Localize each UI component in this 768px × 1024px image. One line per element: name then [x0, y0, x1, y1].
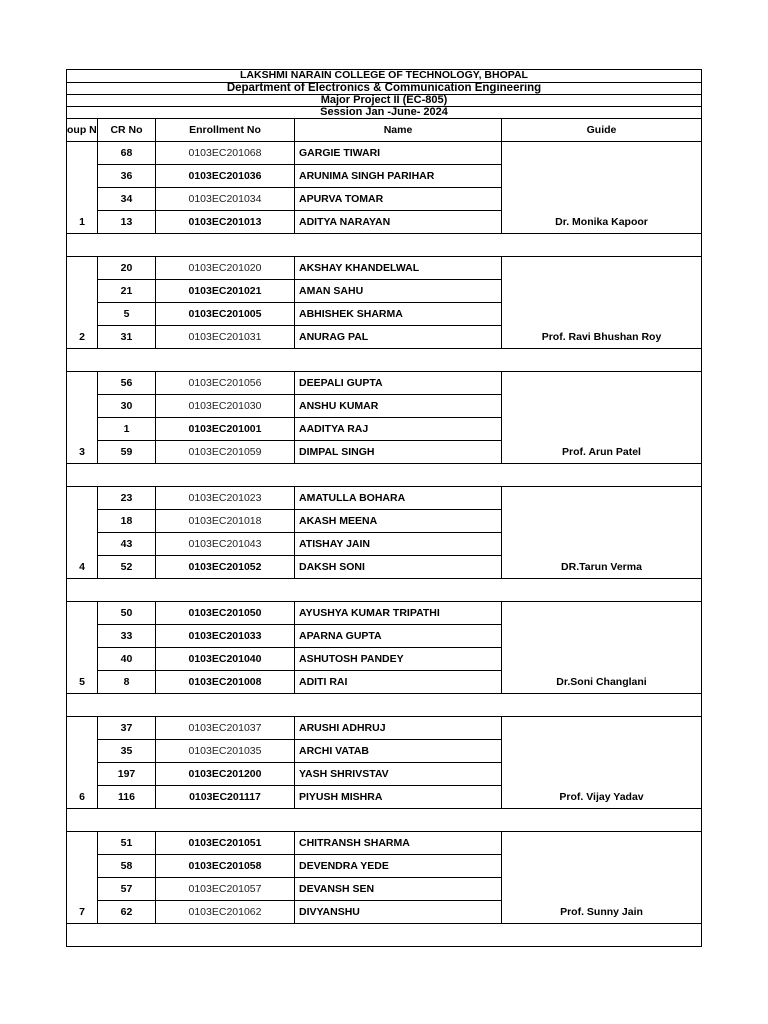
student-name-cell: ADITI RAI [295, 671, 502, 694]
guide-cell [502, 740, 702, 763]
student-name-cell: AYUSHYA KUMAR TRIPATHI [295, 602, 502, 625]
guide-cell [502, 648, 702, 671]
enrollment-number-cell: 0103EC201031 [156, 326, 295, 349]
document-sheet [66, 69, 702, 947]
table-row [67, 625, 702, 648]
student-name-cell: ATISHAY JAIN [295, 533, 502, 556]
table-row [67, 211, 702, 234]
table-row [67, 257, 702, 280]
group-separator-cell [67, 694, 702, 717]
table-row [67, 372, 702, 395]
group-number-cell [67, 165, 98, 188]
cr-number-cell: 56 [98, 372, 156, 395]
group-separator-row [67, 694, 702, 717]
guide-cell [502, 395, 702, 418]
college-name: LAKSHMI NARAIN COLLEGE OF TECHNOLOGY, BHOPAL [67, 70, 701, 83]
enrollment-number-cell: 0103EC201034 [156, 188, 295, 211]
cr-number-cell: 62 [98, 901, 156, 924]
enrollment-number-cell: 0103EC201033 [156, 625, 295, 648]
guide-cell: Prof. Arun Patel [502, 441, 702, 464]
group-number-cell [67, 280, 98, 303]
table-row [67, 303, 702, 326]
enrollment-number-cell: 0103EC201036 [156, 165, 295, 188]
table-row [67, 786, 702, 809]
guide-cell [502, 763, 702, 786]
table-row [67, 602, 702, 625]
cr-number-cell: 58 [98, 855, 156, 878]
cr-number-cell: 52 [98, 556, 156, 579]
group-number-cell [67, 188, 98, 211]
enrollment-number-cell: 0103EC201035 [156, 740, 295, 763]
column-header-enrollment: Enrollment No [156, 119, 295, 142]
group-number-cell [67, 510, 98, 533]
group-number-cell [67, 855, 98, 878]
cr-number-cell: 31 [98, 326, 156, 349]
group-separator-row [67, 579, 702, 602]
group-separator-row [67, 464, 702, 487]
group-number-cell [67, 395, 98, 418]
group-number-cell [67, 878, 98, 901]
group-number-cell: 2 [67, 326, 98, 349]
cr-number-cell: 8 [98, 671, 156, 694]
group-number-cell [67, 602, 98, 625]
guide-cell [502, 142, 702, 165]
cr-number-cell: 34 [98, 188, 156, 211]
student-name-cell: DEVANSH SEN [295, 878, 502, 901]
table-row [67, 648, 702, 671]
enrollment-number-cell: 0103EC201001 [156, 418, 295, 441]
group-number-cell [67, 832, 98, 855]
enrollment-number-cell: 0103EC201058 [156, 855, 295, 878]
student-name-cell: ASHUTOSH PANDEY [295, 648, 502, 671]
student-name-cell: ADITYA NARAYAN [295, 211, 502, 234]
guide-cell [502, 878, 702, 901]
guide-cell [502, 303, 702, 326]
table-row [67, 878, 702, 901]
guide-cell [502, 165, 702, 188]
group-separator-cell [67, 924, 702, 947]
group-number-cell [67, 487, 98, 510]
table-row [67, 165, 702, 188]
column-header-row [67, 119, 702, 142]
guide-cell: DR.Tarun Verma [502, 556, 702, 579]
enrollment-number-cell: 0103EC201052 [156, 556, 295, 579]
group-separator-cell [67, 464, 702, 487]
group-separator-cell [67, 349, 702, 372]
guide-cell: Prof. Sunny Jain [502, 901, 702, 924]
student-name-cell: GARGIE TIWARI [295, 142, 502, 165]
column-header-group: oup N [67, 119, 98, 142]
table-row [67, 487, 702, 510]
enrollment-number-cell: 0103EC201008 [156, 671, 295, 694]
cr-number-cell: 59 [98, 441, 156, 464]
cr-number-cell: 197 [98, 763, 156, 786]
guide-cell [502, 510, 702, 533]
guide-cell [502, 372, 702, 395]
cr-number-cell: 13 [98, 211, 156, 234]
student-name-cell: ANURAG PAL [295, 326, 502, 349]
group-separator-row [67, 809, 702, 832]
cr-number-cell: 116 [98, 786, 156, 809]
student-name-cell: ARUNIMA SINGH PARIHAR [295, 165, 502, 188]
guide-cell [502, 855, 702, 878]
group-number-cell: 5 [67, 671, 98, 694]
enrollment-number-cell: 0103EC201030 [156, 395, 295, 418]
enrollment-number-cell: 0103EC201020 [156, 257, 295, 280]
group-number-cell [67, 418, 98, 441]
enrollment-number-cell: 0103EC201050 [156, 602, 295, 625]
cr-number-cell: 43 [98, 533, 156, 556]
guide-cell: Prof. Ravi Bhushan Roy [502, 326, 702, 349]
group-number-cell [67, 303, 98, 326]
student-name-cell: ANSHU KUMAR [295, 395, 502, 418]
enrollment-number-cell: 0103EC201018 [156, 510, 295, 533]
group-number-cell [67, 717, 98, 740]
student-name-cell: AADITYA RAJ [295, 418, 502, 441]
guide-cell [502, 188, 702, 211]
table-row [67, 280, 702, 303]
group-separator-cell [67, 809, 702, 832]
group-number-cell [67, 257, 98, 280]
group-number-cell [67, 740, 98, 763]
guide-cell [502, 602, 702, 625]
group-separator-cell [67, 234, 702, 257]
column-header-name: Name [295, 119, 502, 142]
enrollment-number-cell: 0103EC201005 [156, 303, 295, 326]
enrollment-number-cell: 0103EC201200 [156, 763, 295, 786]
enrollment-number-cell: 0103EC201021 [156, 280, 295, 303]
guide-cell [502, 487, 702, 510]
guide-cell [502, 280, 702, 303]
student-name-cell: CHITRANSH SHARMA [295, 832, 502, 855]
student-name-cell: DAKSH SONI [295, 556, 502, 579]
table-row [67, 188, 702, 211]
enrollment-number-cell: 0103EC201062 [156, 901, 295, 924]
guide-cell [502, 533, 702, 556]
cr-number-cell: 35 [98, 740, 156, 763]
enrollment-number-cell: 0103EC201051 [156, 832, 295, 855]
session-title: Session Jan -June- 2024 [320, 107, 448, 118]
enrollment-number-cell: 0103EC201043 [156, 533, 295, 556]
enrollment-number-cell: 0103EC201056 [156, 372, 295, 395]
table-row [67, 740, 702, 763]
group-number-cell: 6 [67, 786, 98, 809]
cr-number-cell: 1 [98, 418, 156, 441]
student-name-cell: DEEPALI GUPTA [295, 372, 502, 395]
student-name-cell: AMATULLA BOHARA [295, 487, 502, 510]
column-header-cr: CR No [98, 119, 156, 142]
guide-cell [502, 418, 702, 441]
student-name-cell: AMAN SAHU [295, 280, 502, 303]
student-name-cell: AKASH MEENA [295, 510, 502, 533]
guide-cell: Dr. Monika Kapoor [502, 211, 702, 234]
group-separator-row [67, 349, 702, 372]
table-row [67, 326, 702, 349]
group-separator-cell [67, 579, 702, 602]
student-name-cell: APARNA GUPTA [295, 625, 502, 648]
cr-number-cell: 33 [98, 625, 156, 648]
group-number-cell [67, 372, 98, 395]
cr-number-cell: 50 [98, 602, 156, 625]
student-name-cell: PIYUSH MISHRA [295, 786, 502, 809]
group-number-cell [67, 142, 98, 165]
cr-number-cell: 23 [98, 487, 156, 510]
project-group-table [66, 119, 702, 947]
guide-cell [502, 257, 702, 280]
group-number-cell [67, 648, 98, 671]
cr-number-cell: 21 [98, 280, 156, 303]
group-number-cell [67, 533, 98, 556]
column-header-guide: Guide [502, 119, 702, 142]
student-name-cell: APURVA TOMAR [295, 188, 502, 211]
group-number-cell: 7 [67, 901, 98, 924]
department-name: Department of Electronics & Communication Engineering [67, 83, 701, 95]
table-row [67, 855, 702, 878]
table-row [67, 763, 702, 786]
student-name-cell: ABHISHEK SHARMA [295, 303, 502, 326]
cr-number-cell: 20 [98, 257, 156, 280]
table-row [67, 142, 702, 165]
enrollment-number-cell: 0103EC201117 [156, 786, 295, 809]
document-header [66, 69, 702, 119]
student-name-cell: DIMPAL SINGH [295, 441, 502, 464]
group-number-cell [67, 763, 98, 786]
table-row [67, 395, 702, 418]
cr-number-cell: 51 [98, 832, 156, 855]
guide-cell [502, 717, 702, 740]
table-row [67, 441, 702, 464]
enrollment-number-cell: 0103EC201059 [156, 441, 295, 464]
enrollment-number-cell: 0103EC201068 [156, 142, 295, 165]
group-number-cell: 4 [67, 556, 98, 579]
cr-number-cell: 18 [98, 510, 156, 533]
student-name-cell: YASH SHRIVSTAV [295, 763, 502, 786]
enrollment-number-cell: 0103EC201057 [156, 878, 295, 901]
table-row [67, 510, 702, 533]
guide-cell [502, 832, 702, 855]
student-name-cell: ARUSHI ADHRUJ [295, 717, 502, 740]
enrollment-number-cell: 0103EC201013 [156, 211, 295, 234]
group-number-cell: 1 [67, 211, 98, 234]
cr-number-cell: 30 [98, 395, 156, 418]
student-name-cell: DEVENDRA YEDE [295, 855, 502, 878]
enrollment-number-cell: 0103EC201037 [156, 717, 295, 740]
group-number-cell: 3 [67, 441, 98, 464]
table-row [67, 418, 702, 441]
group-separator-row [67, 234, 702, 257]
group-separator-row [67, 924, 702, 947]
cr-number-cell: 37 [98, 717, 156, 740]
group-number-cell [67, 625, 98, 648]
enrollment-number-cell: 0103EC201023 [156, 487, 295, 510]
guide-cell: Dr.Soni Changlani [502, 671, 702, 694]
guide-cell [502, 625, 702, 648]
guide-cell: Prof. Vijay Yadav [502, 786, 702, 809]
table-row [67, 671, 702, 694]
cr-number-cell: 40 [98, 648, 156, 671]
table-row [67, 533, 702, 556]
student-name-cell: AKSHAY KHANDELWAL [295, 257, 502, 280]
cr-number-cell: 5 [98, 303, 156, 326]
table-row [67, 901, 702, 924]
enrollment-number-cell: 0103EC201040 [156, 648, 295, 671]
table-row [67, 832, 702, 855]
cr-number-cell: 68 [98, 142, 156, 165]
cr-number-cell: 57 [98, 878, 156, 901]
student-name-cell: ARCHI VATAB [295, 740, 502, 763]
table-row [67, 717, 702, 740]
course-title: Major Project II (EC-805) [67, 95, 701, 107]
student-name-cell: DIVYANSHU [295, 901, 502, 924]
table-row [67, 556, 702, 579]
cr-number-cell: 36 [98, 165, 156, 188]
